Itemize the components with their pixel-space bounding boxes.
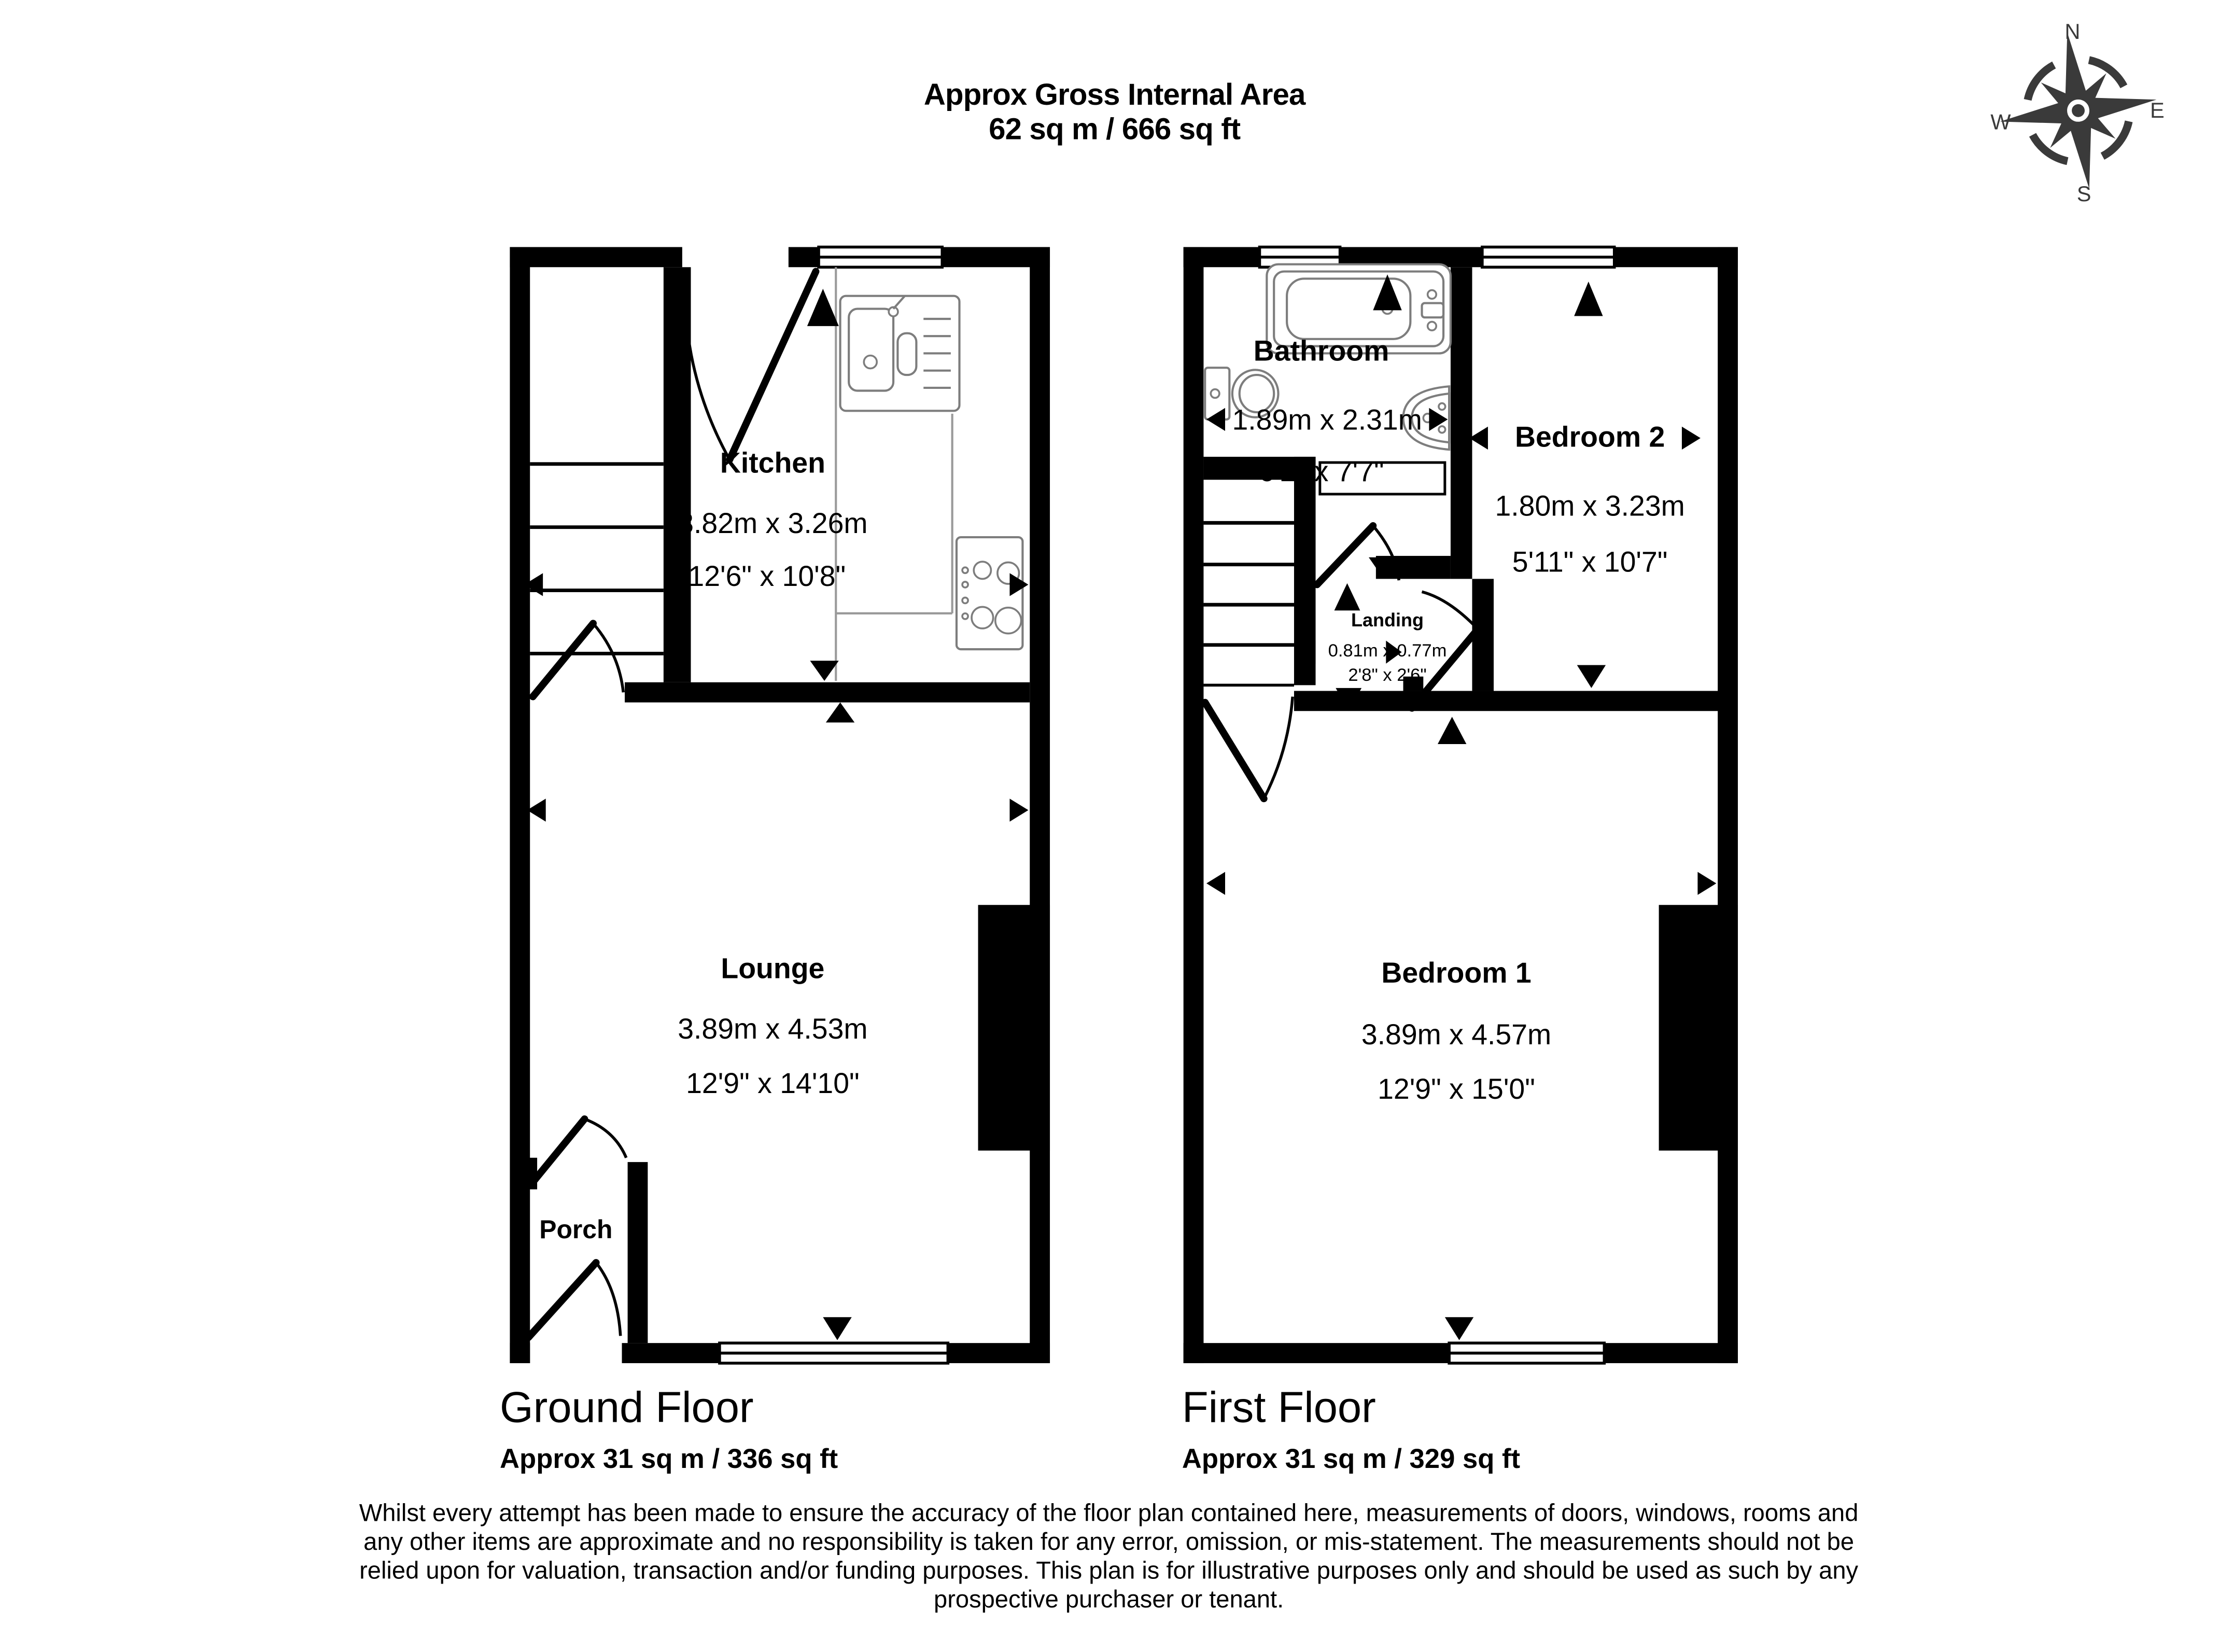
kitchen-up-arrow [807,289,839,326]
disclaimer-line-3: relied upon for valuation, transaction and/or funding purposes. This plan is for illustrative purposes only and should be used as such by any [359,1556,1859,1584]
disclaimer-line-4: prospective purchaser or tenant. [934,1585,1284,1613]
gross-internal-area-title [924,78,1306,146]
disclaimer-line-2: any other items are approximate and no responsibility is taken for any error, omission, or mis-statement. The measurements should not be [363,1528,1855,1556]
kitchen-sink-icon [840,296,960,411]
bedroom1-metric: 3.89m x 4.57m [1361,1018,1552,1051]
bedroom2-up-arrow [1574,282,1603,316]
disclaimer-line-1: Whilst every attempt has been made to ensure the accuracy of the floor plan contained here, measurements of doors, windows, rooms and [359,1499,1859,1527]
floor-captions [500,1383,1520,1475]
back-door [685,272,816,460]
bedroom2-window [1482,247,1614,267]
landing-imperial: 2'8" x 2'6" [1348,665,1427,685]
landing-label: Landing [1351,609,1424,631]
lounge-down-arrow [823,1317,851,1340]
kitchen-lounge-door [533,623,624,696]
landing-metric: 0.81m x 0.77m [1328,640,1447,661]
ground-outer-walls [510,247,1050,1363]
compass-star [1989,21,2167,200]
lounge-right-arrow [1009,799,1028,821]
bedroom2-down-arrow [1577,665,1606,688]
bedroom2-imperial: 5'11" x 10'7" [1512,545,1668,578]
bedroom1-chimney-breast [1659,905,1738,1151]
ground-floor-area: Approx 31 sq m / 336 sq ft [500,1444,838,1475]
compass-rose-icon [1989,19,2167,206]
bathroom-label: Bathroom [1253,334,1389,367]
ground-internal-walls [528,267,1050,1343]
kitchen-down-arrow [810,661,838,681]
bedroom1-label: Bedroom 1 [1381,956,1532,989]
ground-floor-plan [510,247,1050,1363]
kitchen-window [819,247,942,267]
bathroom-bedroom2-wall [1451,267,1472,579]
lounge-up-arrow [826,703,854,723]
kitchen-label: Kitchen [720,446,825,479]
ground-staircase [530,464,664,654]
lounge-chimney-breast [978,905,1050,1151]
first-staircase [1203,523,1294,645]
kitchen-imperial: 12'6" x 10'8" [688,560,846,593]
front-door [528,1263,620,1337]
ground-floor-caption: Ground Floor [500,1383,754,1432]
bathroom-imperial: 6'2" x 7'7" [1258,455,1384,488]
disclaimer-text [359,1499,1859,1613]
bedroom1-left-arrow [1206,872,1225,895]
bedroom1-down-arrow [1445,1317,1473,1340]
bedroom2-label: Bedroom 2 [1514,421,1665,453]
lounge-porch-door [533,1119,626,1182]
bedroom1-up-arrow [1438,717,1466,744]
compass-west-label: W [1990,109,2011,134]
title-line-1: Approx Gross Internal Area [923,78,1305,112]
bedroom1-door [1205,697,1293,799]
bedroom1-right-arrow [1697,872,1716,895]
first-floor-area: Approx 31 sq m / 329 sq ft [1182,1444,1521,1475]
porch-label: Porch [539,1214,613,1244]
kitchen-metric: 3.82m x 3.26m [678,507,868,539]
lounge-imperial: 12'9" x 14'10" [686,1067,860,1100]
compass-east-label: E [2150,98,2165,123]
landing-up-arrow [1335,583,1360,611]
lounge-metric: 3.89m x 4.53m [678,1012,868,1045]
bedroom2-right-arrow [1682,427,1701,450]
compass-south-label: S [2076,181,2091,206]
bedroom2-metric: 1.80m x 3.23m [1495,489,1685,522]
compass-north-label: N [2064,19,2081,44]
first-floor-caption: First Floor [1182,1383,1376,1432]
lounge-label: Lounge [721,952,825,985]
first-floor-plan [1184,247,1738,1363]
title-line-2: 62 sq m / 666 sq ft [989,112,1241,146]
porch-side-wall [628,1162,648,1343]
bedroom1-imperial: 12'9" x 15'0" [1378,1073,1535,1105]
bedroom1-window [1449,1343,1604,1363]
kitchen-lounge-wall [625,682,1030,703]
lounge-window [720,1343,948,1363]
bathroom-metric: 1.89m x 2.31m [1232,403,1422,436]
